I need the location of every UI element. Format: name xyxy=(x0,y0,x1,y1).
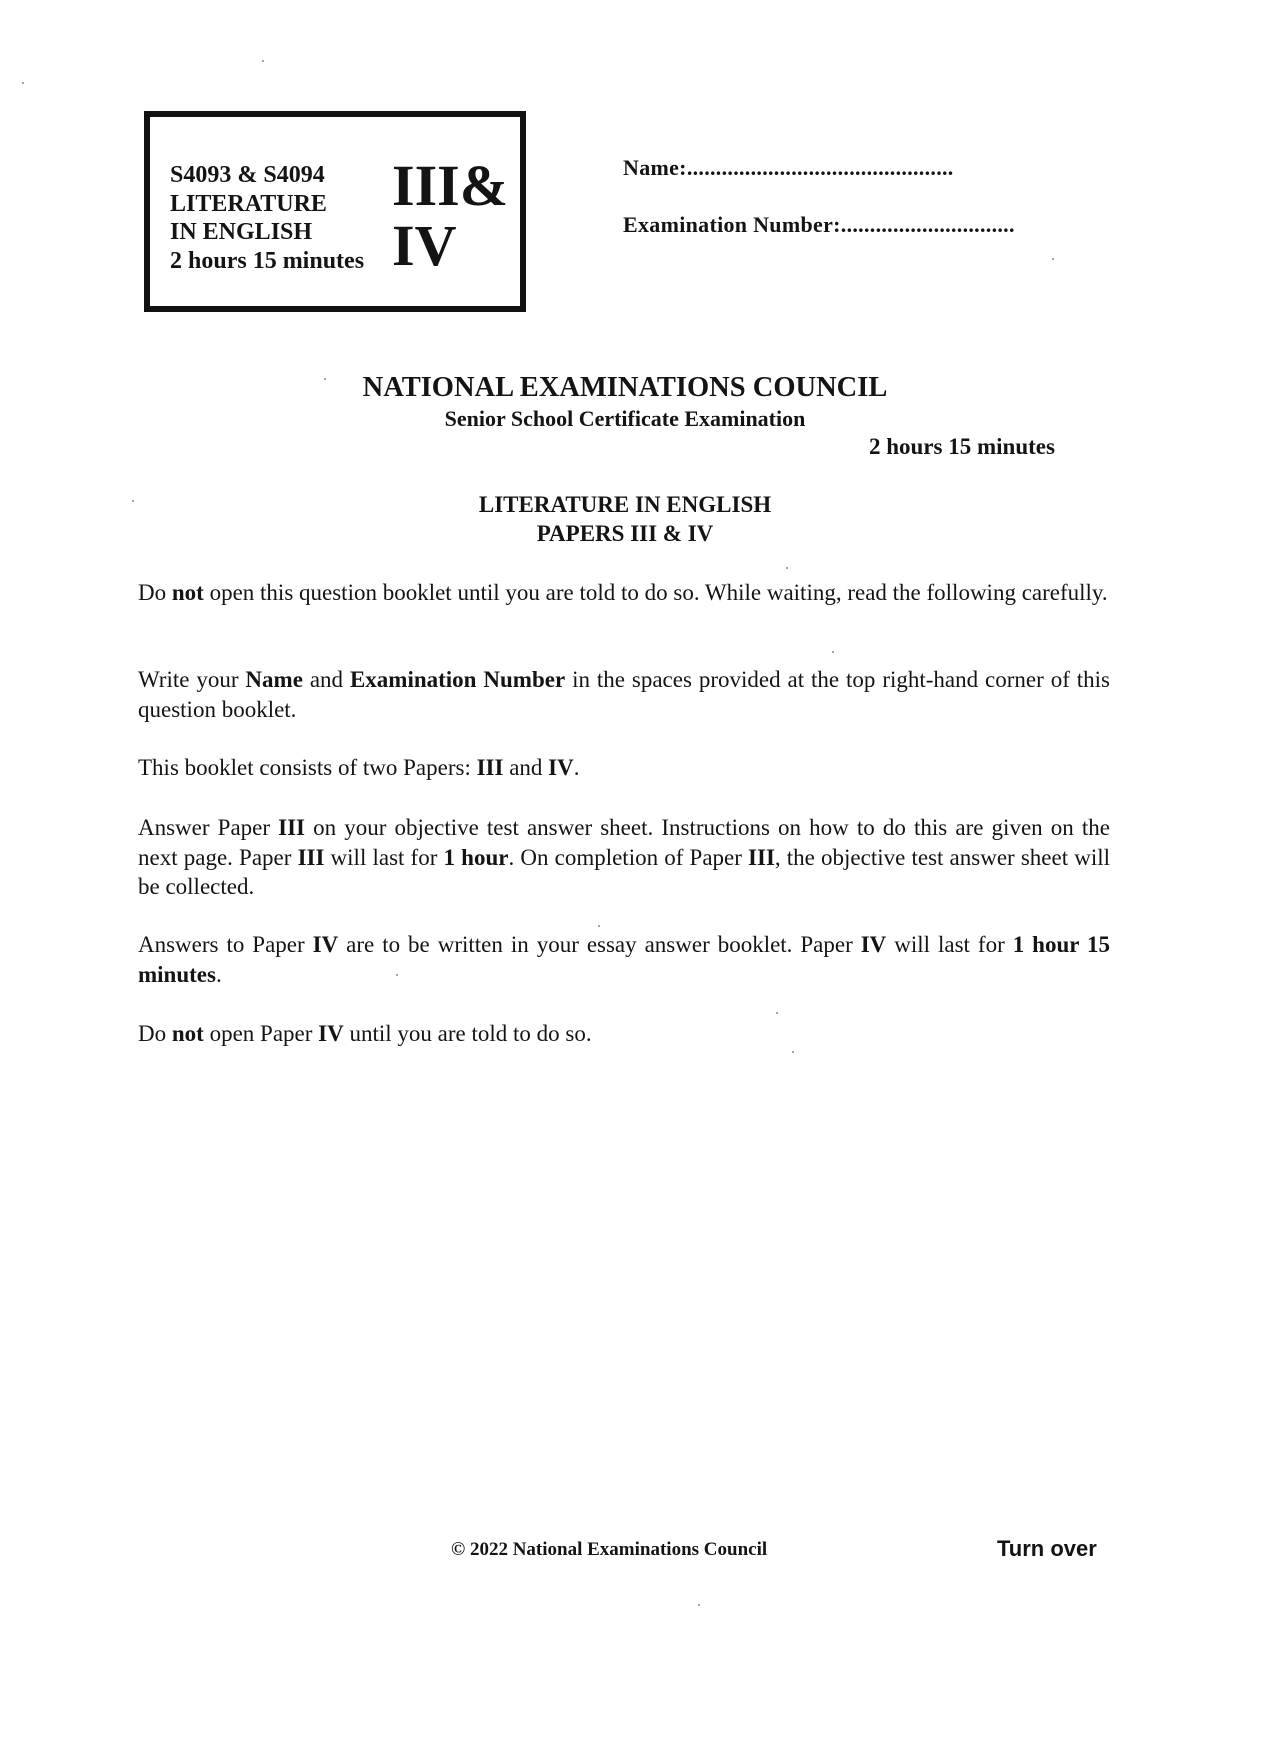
subject-line-2: IN ENGLISH xyxy=(170,219,313,245)
scan-speck xyxy=(22,82,24,84)
text-run: until you are told to do so. xyxy=(343,1021,592,1046)
text-run: Do xyxy=(138,1021,172,1046)
text-run: and xyxy=(302,667,350,692)
exam-number-dots: .............................. xyxy=(840,212,1015,237)
text-run: Answer Paper xyxy=(138,815,279,840)
paper-code-lines xyxy=(170,161,364,275)
council-title: NATIONAL EXAMINATIONS COUNCIL xyxy=(362,372,888,403)
scan-speck xyxy=(832,651,834,653)
text-run: . On completion of Paper xyxy=(508,844,749,870)
emphasis: Name xyxy=(245,667,303,692)
papers-title: PAPERS III & IV xyxy=(536,521,714,546)
text-run: This booklet consists of two Papers: xyxy=(138,755,477,780)
emphasis: IV xyxy=(318,1021,344,1046)
exam-name: Senior School Certificate Examination xyxy=(444,406,806,431)
text-run: are to be written in your essay answer booklet. Paper xyxy=(338,932,861,957)
text-run: open this question booklet until you are told to do so. While waiting, read the following carefully. xyxy=(203,580,1108,605)
instruction-paragraph-1 xyxy=(138,578,1110,608)
name-field[interactable] xyxy=(623,155,954,181)
emphasis: III xyxy=(748,844,775,870)
text-run: open Paper xyxy=(203,1021,319,1046)
emphasis: not xyxy=(171,1021,204,1046)
instruction-paragraph-5 xyxy=(138,930,1110,989)
text-run: and xyxy=(503,755,549,780)
scan-speck xyxy=(324,378,326,380)
scan-speck xyxy=(786,567,788,569)
emphasis: IV xyxy=(860,932,887,957)
instruction-paragraph-3 xyxy=(138,753,1110,783)
text-run: in the spaces provided at the top right-hand corner of this question booklet. xyxy=(138,667,1110,722)
scan-speck xyxy=(598,925,600,927)
scan-speck xyxy=(396,974,398,976)
emphasis: Examination Number xyxy=(349,667,566,692)
name-dots: .............................................. xyxy=(686,155,954,180)
scan-speck xyxy=(698,1604,700,1606)
exam-number-label: Examination Number: xyxy=(623,212,841,237)
scan-speck xyxy=(776,1012,778,1014)
text-run: will last for xyxy=(324,844,444,870)
subject-title: LITERATURE IN ENGLISH xyxy=(478,492,772,517)
emphasis: 1 hour xyxy=(443,844,509,870)
text-run: . xyxy=(573,755,580,780)
instruction-paragraph-6 xyxy=(138,1019,1110,1049)
scan-speck xyxy=(262,60,264,62)
text-run: Answers to Paper xyxy=(138,932,313,957)
scan-speck xyxy=(1052,258,1054,260)
instruction-paragraph-4 xyxy=(138,813,1110,902)
copyright-notice: © 2022 National Examinations Council xyxy=(451,1539,768,1560)
text-run: Write your xyxy=(138,667,246,692)
emphasis: III xyxy=(476,755,504,780)
box-duration: 2 hours 15 minutes xyxy=(170,247,365,274)
exam-duration: 2 hours 15 minutes xyxy=(869,434,1055,459)
emphasis: III xyxy=(278,815,305,840)
emphasis: IV xyxy=(548,755,574,780)
exam-number-field[interactable] xyxy=(623,212,1015,238)
scan-speck xyxy=(792,1051,794,1053)
papers-numeral-top: III& xyxy=(392,153,509,218)
paper-code: S4093 & S4094 xyxy=(170,162,325,188)
text-run: , the objective test answer sheet will be collected. xyxy=(138,844,1111,899)
turn-over-label: Turn over xyxy=(997,1536,1097,1561)
text-run: . xyxy=(215,961,222,987)
papers-numeral-bottom: IV xyxy=(392,213,457,278)
text-run: Do xyxy=(138,580,172,605)
scan-speck xyxy=(132,500,134,502)
instruction-paragraph-2 xyxy=(138,665,1110,724)
name-label: Name: xyxy=(623,155,687,180)
text-run: will last for xyxy=(886,932,1013,957)
emphasis: III xyxy=(297,844,325,870)
paper-code-box xyxy=(144,111,526,312)
emphasis: not xyxy=(171,580,204,605)
emphasis: 1 hour 15 minutes xyxy=(138,932,1110,987)
text-run: on your objective test answer sheet. Instructions on how to do this are given on the next page. Paper xyxy=(138,815,1110,870)
subject-line-1: LITERATURE xyxy=(170,190,327,217)
emphasis: IV xyxy=(312,932,339,957)
